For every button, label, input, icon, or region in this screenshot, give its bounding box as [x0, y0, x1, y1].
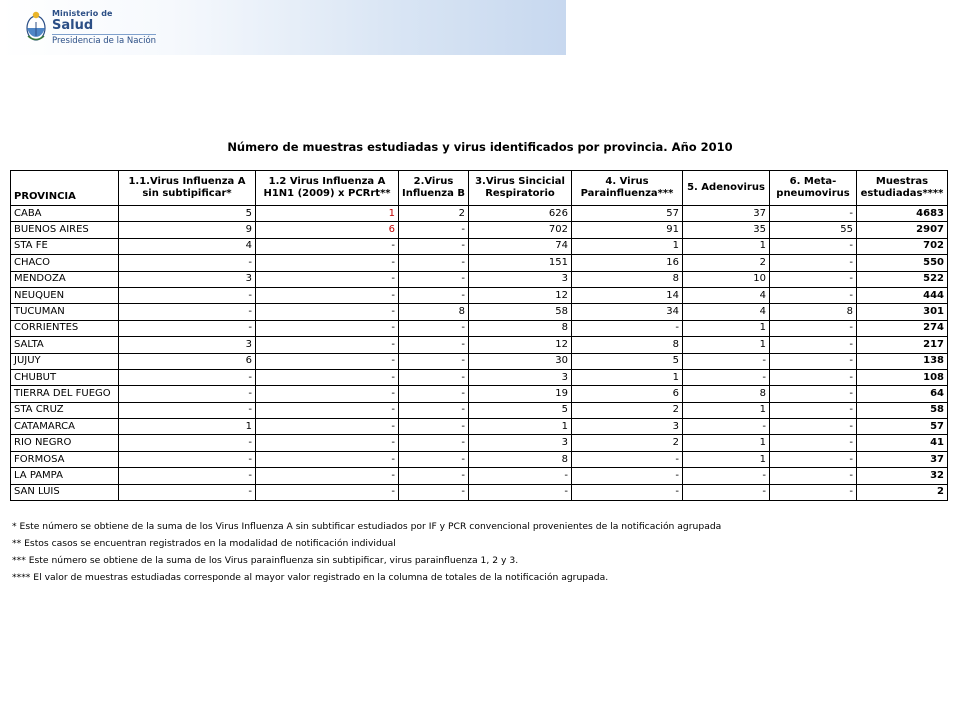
value-cell: 8 [469, 320, 572, 336]
column-header: Muestras estudiadas**** [857, 171, 948, 206]
value-cell: - [256, 255, 399, 271]
value-cell: 8 [683, 386, 770, 402]
value-cell: - [399, 435, 469, 451]
value-cell: - [256, 337, 399, 353]
table-row [11, 369, 948, 385]
value-cell: - [770, 271, 857, 287]
value-cell: 74 [469, 238, 572, 254]
value-cell: - [399, 369, 469, 385]
total-cell: 301 [857, 304, 948, 320]
province-cell: CORRIENTES [11, 320, 119, 336]
table-row [11, 255, 948, 271]
value-cell: - [119, 386, 256, 402]
value-cell: 6 [256, 222, 399, 238]
value-cell: 5 [572, 353, 683, 369]
value-cell: 6 [119, 353, 256, 369]
column-header: 5. Adenovirus [683, 171, 770, 206]
column-header: 6. Meta-pneumovirus [770, 171, 857, 206]
value-cell: 10 [683, 271, 770, 287]
total-cell: 274 [857, 320, 948, 336]
value-cell: - [399, 484, 469, 500]
table-row [11, 435, 948, 451]
table-row [11, 337, 948, 353]
value-cell: - [256, 353, 399, 369]
value-cell: - [119, 435, 256, 451]
value-cell: 5 [119, 206, 256, 222]
province-cell: CABA [11, 206, 119, 222]
value-cell: - [399, 222, 469, 238]
province-cell: SALTA [11, 337, 119, 353]
value-cell: 12 [469, 337, 572, 353]
value-cell: 34 [572, 304, 683, 320]
value-cell: 2 [399, 206, 469, 222]
province-cell: CATAMARCA [11, 419, 119, 435]
value-cell: 4 [683, 304, 770, 320]
value-cell: 35 [683, 222, 770, 238]
column-header: 4. Virus Parainfluenza*** [572, 171, 683, 206]
province-cell: MENDOZA [11, 271, 119, 287]
province-cell: CHUBUT [11, 369, 119, 385]
value-cell: - [572, 484, 683, 500]
value-cell: - [399, 287, 469, 303]
table-row [11, 451, 948, 467]
value-cell: 12 [469, 287, 572, 303]
value-cell: - [770, 353, 857, 369]
value-cell: 16 [572, 255, 683, 271]
table-row [11, 419, 948, 435]
value-cell: - [399, 255, 469, 271]
value-cell: 8 [572, 337, 683, 353]
value-cell: 37 [683, 206, 770, 222]
value-cell: 14 [572, 287, 683, 303]
value-cell: - [770, 402, 857, 418]
total-cell: 550 [857, 255, 948, 271]
value-cell: - [683, 369, 770, 385]
value-cell: - [119, 304, 256, 320]
total-cell: 522 [857, 271, 948, 287]
column-header: 2.Virus Influenza B [399, 171, 469, 206]
total-cell: 37 [857, 451, 948, 467]
value-cell: - [770, 337, 857, 353]
page-title: Número de muestras estudiadas y virus identificados por provincia. Año 2010 [227, 140, 733, 154]
table-row [11, 468, 948, 484]
value-cell: - [469, 484, 572, 500]
province-cell: NEUQUEN [11, 287, 119, 303]
org-line-1: Ministerio de [52, 9, 113, 18]
province-cell: TIERRA DEL FUEGO [11, 386, 119, 402]
value-cell: 151 [469, 255, 572, 271]
table-row [11, 484, 948, 500]
value-cell: - [770, 386, 857, 402]
total-cell: 217 [857, 337, 948, 353]
value-cell: 3 [469, 435, 572, 451]
org-line-2: Salud [52, 18, 94, 33]
value-cell: - [256, 386, 399, 402]
total-cell: 4683 [857, 206, 948, 222]
province-cell: FORMOSA [11, 451, 119, 467]
value-cell: - [256, 402, 399, 418]
total-cell: 41 [857, 435, 948, 451]
value-cell: - [256, 451, 399, 467]
value-cell: 1 [683, 238, 770, 254]
province-cell: SAN LUIS [11, 484, 119, 500]
value-cell: - [770, 238, 857, 254]
value-cell: 702 [469, 222, 572, 238]
value-cell: 8 [770, 304, 857, 320]
total-cell: 108 [857, 369, 948, 385]
value-cell: - [770, 419, 857, 435]
table-row [11, 304, 948, 320]
value-cell: 8 [469, 451, 572, 467]
value-cell: - [256, 287, 399, 303]
value-cell: - [399, 451, 469, 467]
value-cell: 2 [572, 435, 683, 451]
total-cell: 64 [857, 386, 948, 402]
value-cell: - [399, 320, 469, 336]
value-cell: 3 [469, 369, 572, 385]
value-cell: - [256, 238, 399, 254]
column-header: 1.1.Virus Influenza A sin subtipificar* [119, 171, 256, 206]
value-cell: - [572, 451, 683, 467]
province-cell: STA FE [11, 238, 119, 254]
value-cell: - [119, 402, 256, 418]
table-row [11, 238, 948, 254]
table-row [11, 206, 948, 222]
value-cell: - [399, 238, 469, 254]
value-cell: 1 [119, 419, 256, 435]
value-cell: - [770, 369, 857, 385]
province-cell: RIO NEGRO [11, 435, 119, 451]
value-cell: 3 [572, 419, 683, 435]
virus-table [10, 170, 948, 501]
value-cell: 9 [119, 222, 256, 238]
value-cell: - [399, 271, 469, 287]
column-header: 1.2 Virus Influenza A H1N1 (2009) x PCRrt** [256, 171, 399, 206]
table-row [11, 287, 948, 303]
value-cell: 5 [469, 402, 572, 418]
value-cell: - [399, 337, 469, 353]
value-cell: 57 [572, 206, 683, 222]
value-cell: 1 [683, 320, 770, 336]
value-cell: - [256, 468, 399, 484]
value-cell: - [119, 451, 256, 467]
value-cell: 1 [256, 206, 399, 222]
table-header-row [11, 171, 948, 206]
value-cell: - [256, 419, 399, 435]
total-cell: 444 [857, 287, 948, 303]
footnote: **** El valor de muestras estudiadas corresponde al mayor valor registrado en la columna de totales de la notificación agrupada. [12, 572, 609, 583]
value-cell: - [399, 419, 469, 435]
value-cell: - [256, 320, 399, 336]
value-cell: 8 [399, 304, 469, 320]
value-cell: 1 [683, 435, 770, 451]
value-cell: - [256, 435, 399, 451]
value-cell: - [119, 369, 256, 385]
value-cell: - [770, 468, 857, 484]
value-cell: - [119, 320, 256, 336]
value-cell: 1 [572, 238, 683, 254]
value-cell: 2 [683, 255, 770, 271]
value-cell: - [572, 320, 683, 336]
table-row [11, 353, 948, 369]
total-cell: 702 [857, 238, 948, 254]
value-cell: 2 [572, 402, 683, 418]
value-cell: - [119, 468, 256, 484]
column-header: 3.Virus Sincicial Respiratorio [469, 171, 572, 206]
footnote: * Este número se obtiene de la suma de los Virus Influenza A sin subtificar estudiados por IF y PCR convencional provenientes de la notificación agrupada [12, 521, 722, 532]
province-cell: CHACO [11, 255, 119, 271]
value-cell: 3 [469, 271, 572, 287]
province-cell: BUENOS AIRES [11, 222, 119, 238]
value-cell: 1 [683, 337, 770, 353]
total-cell: 32 [857, 468, 948, 484]
footnotes [12, 518, 942, 586]
value-cell: - [572, 468, 683, 484]
value-cell: 1 [683, 402, 770, 418]
value-cell: - [683, 353, 770, 369]
province-cell: LA PAMPA [11, 468, 119, 484]
value-cell: - [256, 304, 399, 320]
header-banner [0, 0, 566, 55]
value-cell: - [770, 206, 857, 222]
value-cell: - [256, 369, 399, 385]
province-cell: TUCUMAN [11, 304, 119, 320]
value-cell: - [770, 484, 857, 500]
value-cell: 55 [770, 222, 857, 238]
org-line-3: Presidencia de la Nación [52, 36, 157, 46]
value-cell: - [119, 484, 256, 500]
value-cell: - [770, 287, 857, 303]
value-cell: - [256, 484, 399, 500]
table-row [11, 271, 948, 287]
coat-of-arms-icon [24, 10, 48, 44]
value-cell: 8 [572, 271, 683, 287]
value-cell: - [399, 386, 469, 402]
value-cell: - [770, 435, 857, 451]
table-row [11, 402, 948, 418]
value-cell: - [119, 287, 256, 303]
value-cell: - [683, 468, 770, 484]
total-cell: 2907 [857, 222, 948, 238]
value-cell: 91 [572, 222, 683, 238]
total-cell: 58 [857, 402, 948, 418]
value-cell: 4 [119, 238, 256, 254]
value-cell: - [469, 468, 572, 484]
table-row [11, 320, 948, 336]
ministry-logo-text [52, 10, 156, 46]
total-cell: 2 [857, 484, 948, 500]
value-cell: - [683, 484, 770, 500]
value-cell: 1 [469, 419, 572, 435]
value-cell: - [256, 271, 399, 287]
value-cell: 4 [683, 287, 770, 303]
value-cell: - [770, 451, 857, 467]
value-cell: - [399, 353, 469, 369]
value-cell: 6 [572, 386, 683, 402]
value-cell: 1 [572, 369, 683, 385]
value-cell: 3 [119, 271, 256, 287]
total-cell: 57 [857, 419, 948, 435]
value-cell: - [119, 255, 256, 271]
value-cell: 1 [683, 451, 770, 467]
value-cell: - [770, 320, 857, 336]
value-cell: - [683, 419, 770, 435]
value-cell: 30 [469, 353, 572, 369]
value-cell: 3 [119, 337, 256, 353]
value-cell: 19 [469, 386, 572, 402]
province-cell: STA CRUZ [11, 402, 119, 418]
value-cell: 626 [469, 206, 572, 222]
table-row [11, 222, 948, 238]
column-header: PROVINCIA [11, 171, 119, 206]
total-cell: 138 [857, 353, 948, 369]
value-cell: 58 [469, 304, 572, 320]
footnote: *** Este número se obtiene de la suma de los Virus parainfluenza sin subtipificar, virus parainfluenza 1, 2 y 3. [12, 555, 519, 566]
value-cell: - [770, 255, 857, 271]
footnote: ** Estos casos se encuentran registrados en la modalidad de notificación individual [12, 538, 396, 549]
province-cell: JUJUY [11, 353, 119, 369]
value-cell: - [399, 468, 469, 484]
value-cell: - [399, 402, 469, 418]
table-row [11, 386, 948, 402]
